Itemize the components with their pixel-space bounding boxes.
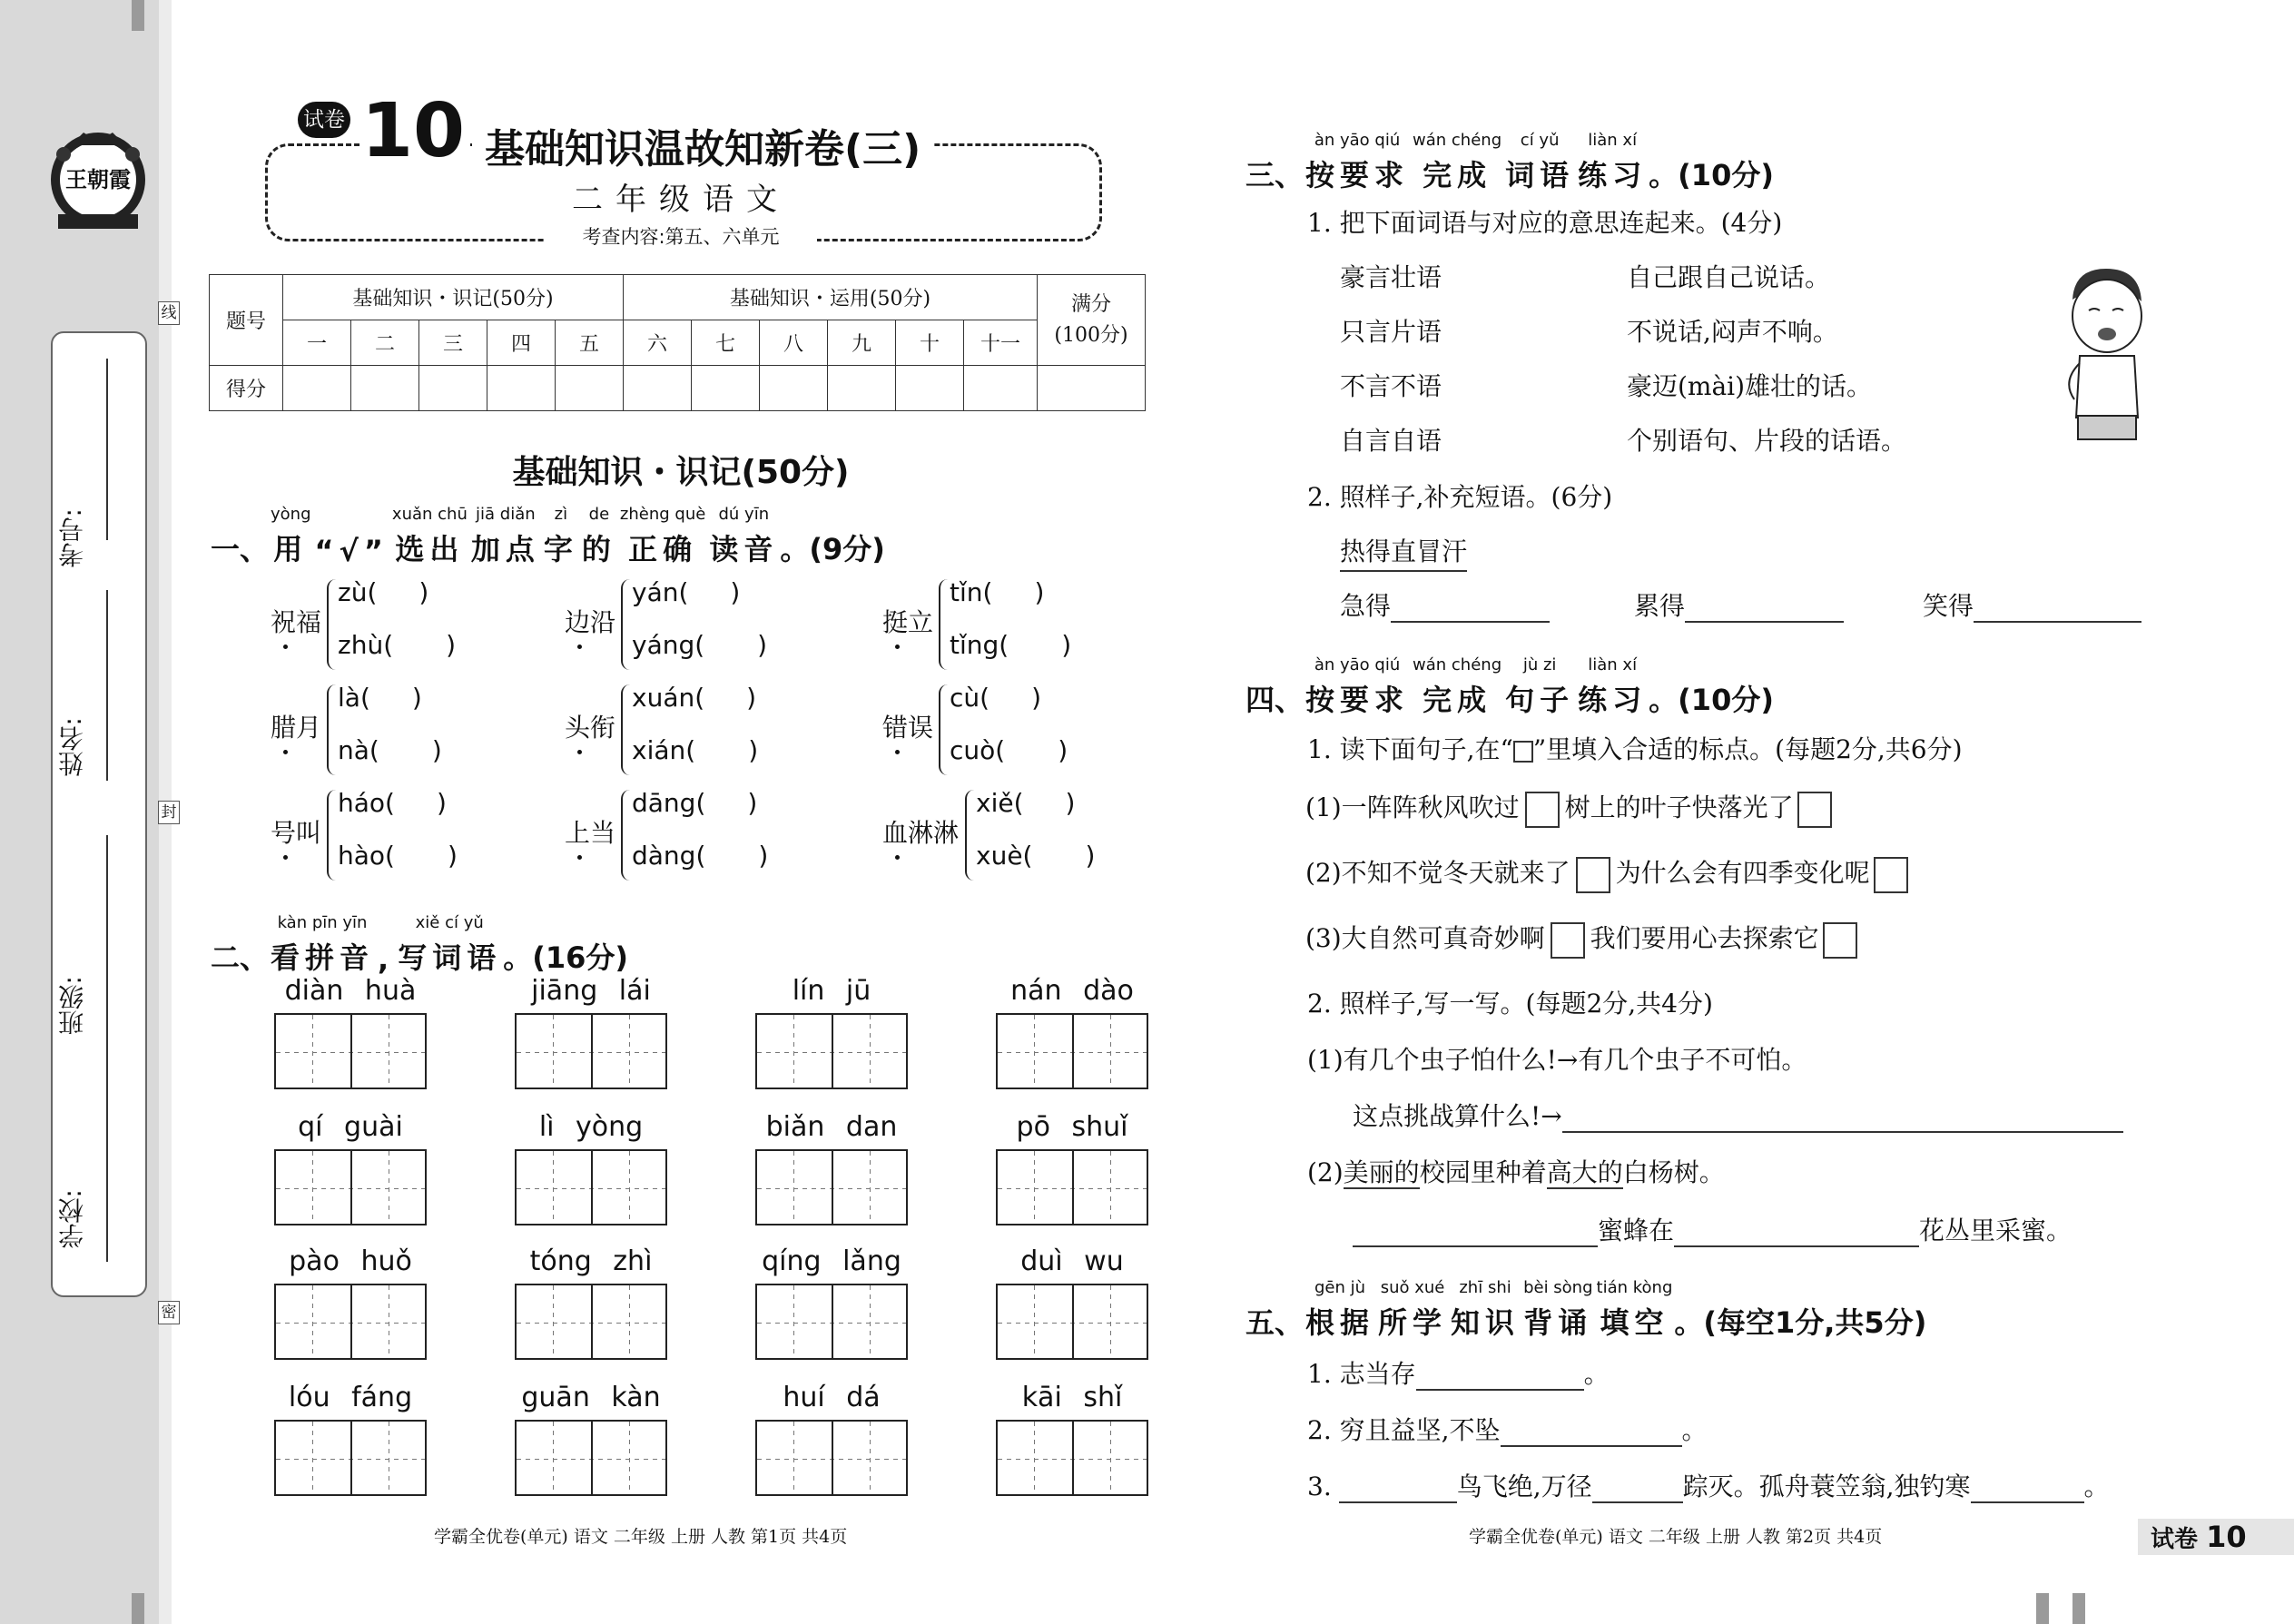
pronunciation-option[interactable]: dāng( )	[632, 788, 758, 818]
q3-fill-2: 累得	[1634, 586, 1844, 623]
option-brace	[939, 684, 950, 775]
pronunciation-word: 血淋淋	[882, 818, 960, 848]
ruby-pinyin: wán chéng	[1413, 131, 1502, 150]
punctuation-box[interactable]	[1576, 857, 1610, 893]
word-pinyin: kāi shǐ	[1021, 1382, 1123, 1413]
question-number: 九	[828, 320, 896, 366]
full-score: 满分 (100分)	[1038, 275, 1146, 366]
writing-grid[interactable]	[755, 1284, 908, 1360]
ruby-group	[398, 913, 501, 977]
idiom-left[interactable]: 豪言壮语	[1340, 262, 1442, 292]
ruby-text: 练习	[1578, 683, 1648, 717]
question-prefix: 二、	[211, 940, 270, 975]
class-field[interactable]	[106, 835, 108, 1035]
ruby-group	[378, 920, 394, 977]
pronunciation-option[interactable]: háo( )	[338, 788, 447, 818]
ruby-group	[1523, 1278, 1592, 1342]
pronunciation-word: 腊月	[271, 713, 322, 743]
writing-grid[interactable]	[755, 1013, 908, 1089]
score-cell[interactable]	[896, 366, 964, 411]
ruby-text: 字	[543, 532, 578, 566]
option-brace	[965, 790, 976, 881]
ruby-pinyin: gēn jù	[1314, 1278, 1366, 1297]
question-prefix: 四、	[1245, 683, 1305, 717]
answer-blank[interactable]	[1562, 1131, 2123, 1133]
school-field[interactable]	[106, 1026, 108, 1262]
score-cell[interactable]	[556, 366, 624, 411]
ruby-group	[1505, 131, 1574, 194]
emphasis-dot	[577, 855, 582, 860]
writing-grid[interactable]	[515, 1013, 667, 1089]
question-prefix: 一、	[211, 532, 270, 566]
q5-line-3: 3. 鸟飞绝,万径 踪灭。孤舟蓑笠翁,独钓寒 。	[1307, 1471, 2110, 1501]
pronunciation-option[interactable]: cuò( )	[950, 735, 1068, 765]
pronunciation-option[interactable]: dàng( )	[632, 841, 769, 871]
meaning-right[interactable]: 不说话,闷声不响。	[1627, 317, 1838, 347]
ruby-group	[1505, 655, 1574, 719]
writing-grid[interactable]	[515, 1420, 667, 1496]
meaning-right[interactable]: 个别语句、片段的话语。	[1627, 426, 1907, 456]
word-pinyin: lì yòng	[538, 1111, 644, 1143]
ruby-group	[1578, 131, 1647, 194]
writing-grid[interactable]	[274, 1149, 427, 1225]
answer-blank[interactable]	[1974, 621, 2141, 623]
writing-grid[interactable]	[274, 1013, 427, 1089]
question-number: 六	[624, 320, 692, 366]
ruby-pinyin: jù zi	[1522, 655, 1557, 674]
word-pinyin: lín jū	[792, 975, 871, 1007]
q4-example-2: (2)美丽的校园里种着高大的白杨树。	[1307, 1157, 1725, 1187]
ruby-group	[620, 505, 705, 568]
emphasis-dot	[283, 855, 288, 860]
question-points: 。(10分)	[1649, 158, 1774, 192]
exam-number-label: 考号:	[57, 508, 87, 568]
ruby-text: 根据	[1305, 1305, 1375, 1340]
answer-blank[interactable]	[1685, 621, 1844, 623]
ruby-text: 完成	[1423, 683, 1492, 717]
ruby-pinyin: yòng	[271, 505, 311, 524]
question-5-heading	[1245, 1278, 1926, 1342]
answer-blank[interactable]	[1971, 1501, 2084, 1503]
logo-text: 王朝霞	[65, 166, 131, 192]
ruby-group	[471, 505, 540, 568]
q4-task-1: 这点挑战算什么!→	[1353, 1097, 2123, 1133]
ruby-pinyin: cí yǔ	[1520, 131, 1560, 150]
question-points: 。(每空1分,共5分)	[1674, 1305, 1927, 1340]
q5-line-1: 1. 志当存 。	[1307, 1359, 1610, 1389]
ruby-text: “√”	[314, 534, 389, 568]
exam-subtitle: 二年级语文	[572, 182, 790, 218]
option-brace	[621, 579, 632, 670]
emphasis-dot	[283, 645, 288, 649]
score-cell[interactable]	[624, 366, 692, 411]
score-cell[interactable]	[419, 366, 487, 411]
word-pinyin: pào huǒ	[289, 1245, 412, 1277]
ruby-pinyin: tián kòng	[1596, 1278, 1673, 1297]
question-points: 。(16分)	[503, 940, 628, 975]
pronunciation-word: 头衔	[565, 713, 616, 743]
punctuation-box[interactable]	[1525, 792, 1560, 828]
word-pinyin: nán dào	[1010, 975, 1134, 1007]
cartoon-boy-illustration	[2056, 263, 2156, 445]
seal-char: 密	[158, 1301, 180, 1324]
word-pinyin: lóu fáng	[288, 1382, 413, 1413]
pronunciation-word: 上当	[565, 818, 616, 848]
ruby-text: 的	[581, 532, 616, 566]
question-2-heading	[211, 913, 628, 977]
question-number: 七	[692, 320, 760, 366]
option-brace	[327, 579, 338, 670]
ruby-text: 填空	[1600, 1305, 1669, 1340]
question-number: 二	[351, 320, 419, 366]
answer-blank[interactable]	[1674, 1245, 1919, 1247]
ruby-group	[1597, 1278, 1673, 1342]
name-field[interactable]	[106, 590, 108, 781]
exam-badge: 试卷	[298, 102, 350, 138]
ruby-group	[1413, 131, 1501, 194]
q3-fill-1: 急得	[1340, 586, 1550, 623]
ruby-pinyin	[315, 512, 389, 534]
meaning-right[interactable]: 豪迈(mài)雄壮的话。	[1627, 371, 1873, 401]
q4-instruction-2: 2. 照样子,写一写。(每题2分,共4分)	[1307, 989, 1713, 1019]
ruby-pinyin: liàn xí	[1588, 655, 1638, 674]
register-mark	[132, 0, 144, 31]
option-brace	[327, 684, 338, 775]
answer-blank[interactable]	[1416, 1389, 1584, 1391]
pronunciation-option[interactable]: xuán( )	[632, 683, 757, 713]
ruby-text: ,	[378, 942, 395, 977]
ruby-text: 加点	[470, 532, 540, 566]
register-mark	[2036, 1593, 2049, 1624]
exam-scope: 考查内容:第五、六单元	[545, 222, 817, 250]
question-number: 五	[556, 320, 624, 366]
footer-left: 学霸全优卷(单元) 语文 二年级 上册 人教 第1页 共4页	[434, 1527, 848, 1547]
answer-blank[interactable]	[1592, 1501, 1683, 1503]
class-label: 班级:	[57, 976, 87, 1036]
score-label: 得分	[210, 366, 283, 411]
ruby-text: 选出	[395, 532, 465, 566]
ruby-group	[392, 505, 468, 568]
word-pinyin: diàn huà	[284, 975, 417, 1007]
writing-grid[interactable]	[996, 1420, 1148, 1496]
ruby-pinyin: àn yāo qiú	[1314, 131, 1401, 150]
score-table	[209, 274, 1146, 411]
pronunciation-word: 错误	[882, 713, 934, 743]
ruby-text: 句子	[1505, 683, 1575, 717]
q4-sentence-2: (2)不知不觉冬天就来了 为什么会有四季变化呢	[1305, 853, 1908, 893]
seal-char: 线	[158, 301, 180, 325]
ruby-text: 练习	[1578, 158, 1648, 192]
exam-title: 基础知识温故知新卷(三)	[472, 116, 933, 174]
ruby-pinyin: bèi sòng	[1523, 1278, 1593, 1297]
ruby-text: 词语	[1505, 158, 1575, 192]
writing-grid[interactable]	[515, 1284, 667, 1360]
emphasis-dot	[895, 855, 900, 860]
ruby-pinyin: jiā diǎn	[476, 505, 536, 524]
pronunciation-option[interactable]: zù( )	[338, 577, 429, 607]
ruby-text: 用	[273, 532, 309, 566]
footer-right: 学霸全优卷(单元) 语文 二年级 上册 人教 第2页 共4页	[1469, 1527, 1883, 1547]
ruby-pinyin: zhī shi	[1459, 1278, 1511, 1297]
group-recall: 基础知识・识记(50分)	[283, 275, 624, 320]
idiom-left[interactable]: 自言自语	[1340, 426, 1442, 456]
question-number: 十	[896, 320, 964, 366]
full-score-cell[interactable]	[1038, 366, 1146, 411]
pronunciation-option[interactable]: yán( )	[632, 577, 741, 607]
ruby-group	[315, 512, 389, 568]
ruby-pinyin: liàn xí	[1588, 131, 1638, 150]
question-prefix: 三、	[1245, 158, 1305, 192]
ruby-pinyin: àn yāo qiú	[1314, 655, 1401, 674]
option-brace	[621, 684, 632, 775]
word-pinyin: guān kàn	[521, 1382, 661, 1413]
seal-char: 封	[158, 801, 180, 824]
question-number: 十一	[964, 320, 1038, 366]
pronunciation-word: 挺立	[882, 607, 934, 637]
word-pinyin: huí dá	[783, 1382, 881, 1413]
ruby-text: 按要求	[1305, 158, 1410, 192]
ruby-group	[1305, 655, 1409, 719]
question-number: 四	[487, 320, 556, 366]
pronunciation-option[interactable]: cù( )	[950, 683, 1042, 713]
writing-grid[interactable]	[996, 1013, 1148, 1089]
ruby-pinyin	[378, 920, 394, 942]
q3-instruction-1: 1. 把下面词语与对应的意思连起来。(4分)	[1307, 208, 1783, 238]
score-cell[interactable]	[828, 366, 896, 411]
writing-grid[interactable]	[274, 1420, 427, 1496]
idiom-left[interactable]: 只言片语	[1340, 317, 1442, 347]
punctuation-box[interactable]	[1874, 857, 1908, 893]
ruby-group	[271, 913, 374, 977]
question-points: 。(9分)	[780, 532, 885, 566]
part-heading: 基础知识・识记(50分)	[512, 454, 850, 491]
ruby-pinyin: xuǎn chū	[391, 505, 468, 524]
score-cell[interactable]	[283, 366, 351, 411]
ruby-text: 看拼音	[271, 940, 375, 975]
exam-number: 10	[361, 91, 470, 172]
ruby-text: 知识	[1451, 1305, 1521, 1340]
pronunciation-word: 祝福	[271, 607, 322, 637]
score-cell[interactable]	[964, 366, 1038, 411]
pronunciation-option[interactable]: xuè( )	[976, 841, 1096, 871]
ruby-pinyin: kàn pīn yīn	[277, 913, 368, 932]
pronunciation-option[interactable]: xiě( )	[976, 788, 1076, 818]
writing-grid[interactable]	[274, 1284, 427, 1360]
q4-instruction-1: 1. 读下面句子,在“ ”里填入合适的标点。(每题2分,共6分)	[1307, 734, 1963, 764]
ruby-pinyin: de	[588, 505, 610, 524]
school-label: 学校:	[57, 1189, 87, 1249]
pronunciation-option[interactable]: hào( )	[338, 841, 458, 871]
word-pinyin: qíng lǎng	[762, 1245, 901, 1277]
name-label: 姓名:	[57, 717, 87, 777]
pronunciation-word: 边沿	[565, 607, 616, 637]
ruby-text: 写词语	[398, 940, 502, 975]
ruby-group	[1378, 1278, 1447, 1342]
q3-instruction-2: 2. 照样子,补充短语。(6分)	[1307, 482, 1613, 512]
answer-blank[interactable]	[1391, 621, 1550, 623]
ruby-pinyin: zì	[554, 505, 568, 524]
writing-grid[interactable]	[755, 1149, 908, 1225]
register-mark	[2072, 1593, 2085, 1624]
word-pinyin: duì wu	[1020, 1245, 1124, 1277]
ruby-group	[1451, 1278, 1520, 1342]
word-pinyin: pō shuǐ	[1016, 1111, 1128, 1143]
pronunciation-option[interactable]: zhù( )	[338, 630, 457, 660]
answer-blank[interactable]	[1339, 1501, 1457, 1503]
ruby-group	[582, 505, 616, 568]
emphasis-dot	[895, 750, 900, 754]
ruby-text: 读音	[709, 532, 779, 566]
q3-example: 热得直冒汗	[1340, 532, 1467, 572]
ruby-text: 背诵	[1523, 1305, 1593, 1340]
ruby-group	[1305, 1278, 1374, 1342]
word-pinyin: jiāng lái	[531, 975, 651, 1007]
option-brace	[327, 790, 338, 881]
q4-sentence-1: (1)一阵阵秋风吹过 树上的叶子快落光了	[1305, 788, 1832, 828]
punctuation-box[interactable]	[1551, 922, 1585, 959]
question-prefix: 五、	[1245, 1305, 1305, 1340]
ruby-group	[1305, 131, 1409, 194]
idiom-left[interactable]: 不言不语	[1340, 371, 1442, 401]
question-4-heading	[1245, 655, 1774, 719]
group-apply: 基础知识・运用(50分)	[624, 275, 1038, 320]
ruby-pinyin: dú yīn	[718, 505, 770, 524]
option-brace	[939, 579, 950, 670]
q4-sentence-3: (3)大自然可真奇妙啊 我们要用心去探索它	[1305, 919, 1857, 959]
writing-grid[interactable]	[515, 1149, 667, 1225]
emphasis-dot	[577, 645, 582, 649]
question-points: 。(10分)	[1649, 683, 1774, 717]
ruby-pinyin: wán chéng	[1413, 655, 1502, 674]
ruby-text: 所学	[1378, 1305, 1448, 1340]
word-pinyin: tóng zhì	[529, 1245, 653, 1277]
answer-blank[interactable]	[1353, 1245, 1598, 1247]
writing-grid[interactable]	[996, 1149, 1148, 1225]
pronunciation-word: 号叫	[271, 818, 322, 848]
score-cell[interactable]	[760, 366, 828, 411]
writing-grid[interactable]	[996, 1284, 1148, 1360]
question-number: 三	[419, 320, 487, 366]
pronunciation-option[interactable]: là( )	[338, 683, 422, 713]
punctuation-box[interactable]	[1823, 922, 1857, 959]
punctuation-box[interactable]	[1797, 792, 1832, 828]
q4-task-2: 蜜蜂在 花丛里采蜜。	[1353, 1211, 2072, 1247]
word-pinyin: qí guài	[298, 1111, 403, 1143]
ruby-group	[1413, 655, 1501, 719]
emphasis-dot	[577, 750, 582, 754]
ruby-text: 按要求	[1305, 683, 1410, 717]
score-cell[interactable]	[487, 366, 556, 411]
pronunciation-option[interactable]: tǐn( )	[950, 577, 1045, 607]
pronunciation-option[interactable]: yáng( )	[632, 630, 768, 660]
exam-number-field[interactable]	[106, 359, 108, 540]
q4-example-1: (1)有几个虫子怕什么!→有几个虫子不可怕。	[1307, 1045, 1807, 1075]
ruby-text: 完成	[1423, 158, 1492, 192]
student-info-box	[51, 331, 147, 1297]
question-3-heading	[1245, 131, 1774, 194]
ruby-pinyin: zhèng què	[619, 505, 706, 524]
answer-blank[interactable]	[1501, 1445, 1682, 1447]
pronunciation-option[interactable]: tǐng( )	[950, 630, 1072, 660]
ruby-pinyin: suǒ xué	[1380, 1278, 1445, 1297]
emphasis-dot	[895, 645, 900, 649]
emphasis-dot	[283, 750, 288, 754]
question-number-label: 题号	[210, 275, 283, 366]
ruby-pinyin: xiě cí yǔ	[415, 913, 484, 932]
ruby-group	[544, 505, 578, 568]
score-cell[interactable]	[351, 366, 419, 411]
question-1-heading	[211, 505, 885, 568]
word-pinyin: biǎn dan	[765, 1111, 898, 1143]
ruby-group	[1578, 655, 1647, 719]
option-brace	[621, 790, 632, 881]
score-cell[interactable]	[692, 366, 760, 411]
q3-fill-3: 笑得	[1923, 586, 2141, 623]
pronunciation-option[interactable]: nà( )	[338, 735, 442, 765]
page-tag: 试卷 10	[2138, 1519, 2294, 1555]
ruby-group	[271, 505, 311, 568]
ruby-text: 正确	[628, 532, 698, 566]
question-number: 一	[283, 320, 351, 366]
brand-logo	[47, 123, 149, 238]
question-number: 八	[760, 320, 828, 366]
q5-line-2: 2. 穷且益坚,不坠 。	[1307, 1415, 1708, 1445]
writing-grid[interactable]	[755, 1420, 908, 1496]
box-symbol	[1513, 741, 1533, 763]
register-mark	[132, 1593, 144, 1624]
ruby-group	[709, 505, 778, 568]
meaning-right[interactable]: 自己跟自己说话。	[1627, 262, 1831, 292]
pronunciation-option[interactable]: xián( )	[632, 735, 759, 765]
